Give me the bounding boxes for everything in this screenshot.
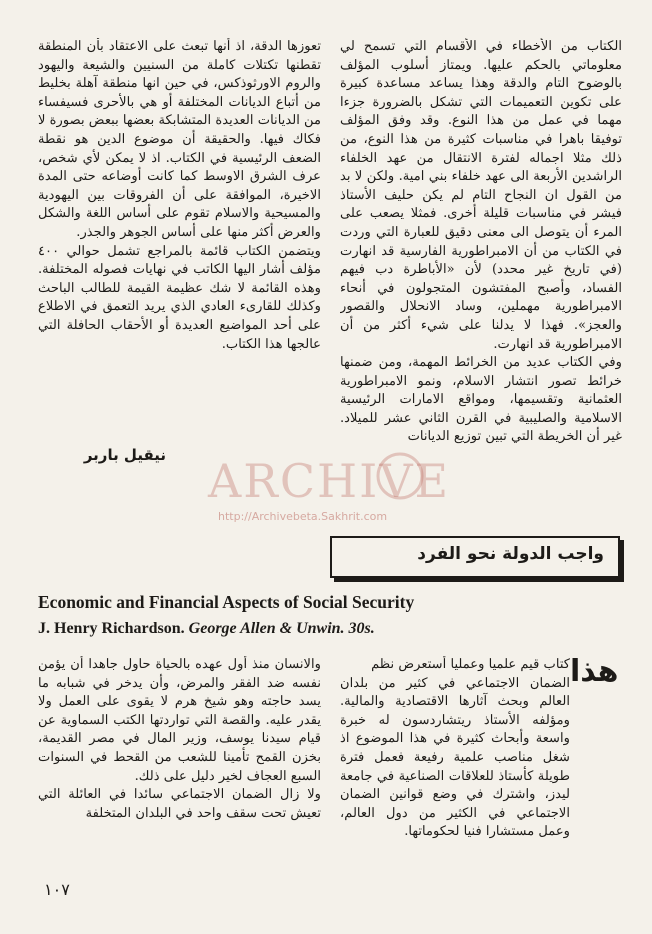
review-column-bottom-left: والانسان منذ أول عهده بالحياة حاول جاهدا أن يؤمن نفسه ضد الفقر والمرض، وأن يدخر في شبابه ما يسد حاجته وهو شيخ هرم لا يقوى على العمل ولا يقدر عليه. والقصة التي تواردتها الكتب السماوية عن قيام سيدنا يوسف، وزير المال في مصر القديمة، بخزن القمح تأمينا للشعب من القحط في السنوات السبع العجاف لخير دليل على ذلك. ولا زال الضمان الاجتماعي سائدا في العائلة التي تعيش تحت سقف واحد في البلدان المتخلفة: [38, 657, 321, 821]
review-first-line: كتاب قيم علميا وعمليا أستعرض نظم: [371, 657, 570, 672]
reviewer-signature: نيقيل باربر: [83, 446, 166, 464]
book-author: J. Henry Richardson.: [38, 620, 185, 637]
watermark-word: ARCHIVE: [208, 454, 451, 508]
review-body: الضمان الاجتماعي في كثير من بلدان العالم وبحث آثارها الاقتصادية والمالية. ومؤلفه الأستاذ ريتشاردسون له خبرة واسعة وأبحاث كثيرة في هذا الموضوع اذ شغل مناصب علمية رفيعة فعمل فترة طويلة كأستاذ للعلاقات الصناعية في جامعة ليدز، واشترك في وضع قوانين الضمان الاجتماعي في الكثير من دول العالم، وعمل مستشارا فنيا لحكوماتها.: [340, 675, 570, 840]
book-title: Economic and Financial Aspects of Social Security: [38, 592, 415, 612]
review-column-bottom-right: [340, 656, 570, 856]
review-column-top-right: الكتاب من الأخطاء في الأقسام التي تسمح لي معلوماتي بالحكم عليها. ويمتاز أسلوب المؤلف بالوضوح التام والدقة وهذا يساعد مساعدة كبيرة على تكوين التعميمات التي تشكل بالضرورة جزءا مهما في عمل من هذا النوع. وقد وفق المؤلف توفيقا باهرا في مناسبات كثيرة من هذا النوع، من ذلك مثلا اجماله لفترة الانتقال من عهد الخلفاء الراشدين الأربعة الى عهد خلفاء بني امية. ولكن لا بد من القول ان النجاح التام لم يكن حليف الأستاذ فيشر في مناسبات قليلة أخرى. فمثلا يصعب على المرء أن يتوصل الى معنى دقيق للعبارة التي وردت في الكتاب من أن الامبراطورية الفارسية قد انهارت (في تاريخ غير محدد) لأن «الأباطرة دب فيهم الفساد، وأصبح المفتشون المتجولون في أنحاء الامبراطورية مهملين، وساد الانحلال والقصور والعجز». فهذا لا يدلنا على شيء أكثر من أن الامبراطورية قد انهارت. وفي الكتاب عديد من الخرائط المهمة، ومن ضمنها خرائط تصور انتشار الاسلام، ونمو الامبراطورية العثمانية وتقسيمها، ومواقع الامارات الرئيسية الاسلامية والصليبية في القرن الثاني عشر للميلاد. غير أن الخريطة التي تبين توزيع الديانات: [340, 39, 622, 445]
page-number: ١٠٧: [44, 880, 70, 899]
book-byline: [38, 620, 375, 638]
book-price: 30s.: [348, 620, 375, 637]
book-publisher: George Allen & Unwin.: [188, 620, 345, 637]
watermark-url: http://Archivebeta.Sakhrit.com: [218, 510, 388, 523]
section-heading: واجب الدولة نحو الفرد: [417, 544, 604, 564]
review-dropcap: هذا: [570, 654, 619, 689]
review-column-top-left: تعوزها الدقة، اذ أنها تبعث على الاعتقاد بأن المنطقة تقطنها تكتلات كاملة من السنيين والشيعة واليهود والروم الاورثوذكس، في حين انها منطقة آهلة بخليط من أتباع الديانات المختلفة أو هي بالأحرى فسيفساء من الديانات العديدة المتشابكة بعضها ببعض بصورة لا فكاك فيها. والحقيقة أن موضوع الدين هو نقطة الضعف الرئيسية في الكتاب. اذ لا يمكن لأي شخص، عرف الشرق الاوسط كما كانت أوضاعه حتى المدة الاخيرة، الموافقة على أن الفروقات بين اليهودية والمسيحية والاسلام تقوم على أساس اللغة والشكل والعرض أكثر منها على أساس الجوهر والجذر. ويتضمن الكتاب قائمة بالمراجع تشمل حوالي ٤٠٠ مؤلف أشار اليها الكاتب في نهايات فصوله المختلفة. وهذه القائمة لا شك عظيمة القيمة للطالب الباحث وكذلك للقارىء العادي الذي يريد التعمق في الاطلاع على أحد المواضيع العديدة أو الأحقاب الحافلة التي عالجها هذا الكتاب.: [38, 39, 321, 352]
section-heading-box: [330, 536, 620, 578]
